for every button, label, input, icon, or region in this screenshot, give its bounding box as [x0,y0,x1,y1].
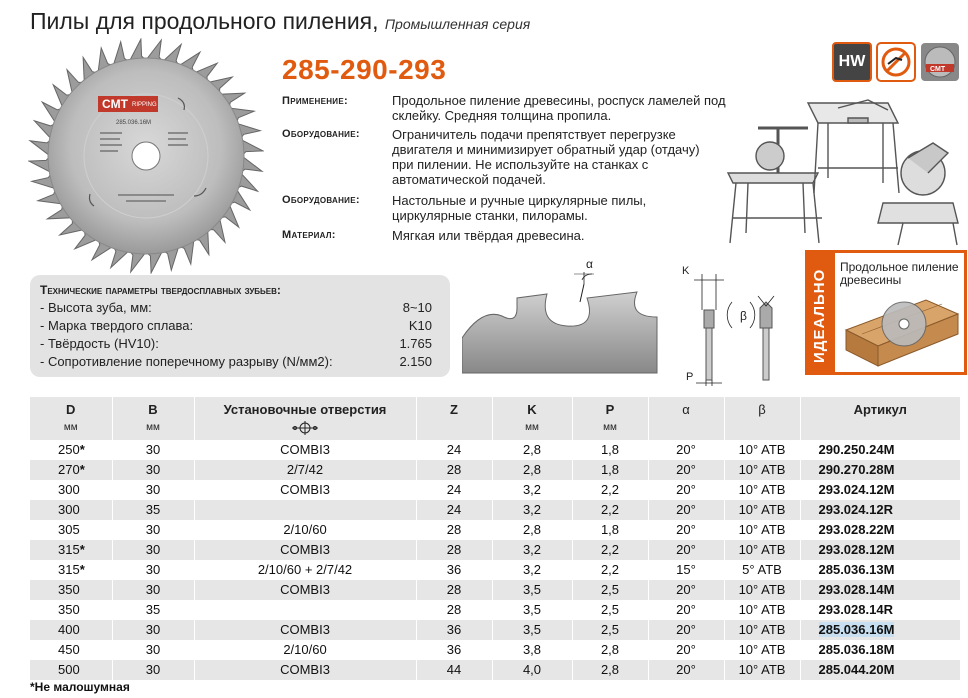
article-number: 285.036.16M [818,622,895,637]
col-unit-z [416,421,492,440]
col-unit-p: мм [572,421,648,440]
cell-b: 30 [112,560,194,580]
col-unit-alpha [648,421,724,440]
cell-z: 28 [416,540,492,560]
spec-label-material: Материал: [282,229,336,241]
cell-b: 35 [112,600,194,620]
cell-article [800,460,960,480]
cell-holes: COMBI3 [194,660,416,680]
title-sub: Промышленная серия [384,16,531,32]
col-header-holes-label: Установочные отверстия [223,402,387,417]
cell-k: 3,5 [492,580,572,600]
cell-alpha: 20° [648,540,724,560]
cell-p: 1,8 [572,520,648,540]
article-number: 285.036.18M [818,642,895,657]
cell-d [30,540,112,560]
params-label: - Твёрдость (HV10): [40,336,159,351]
cell-d [30,480,112,500]
cell-beta: 10° ATB [724,480,800,500]
cell-p: 2,5 [572,600,648,620]
col-unit-article [800,421,960,440]
cell-alpha: 20° [648,580,724,600]
product-table [30,397,960,680]
table-row [30,520,960,540]
tooth-params-box [30,275,450,377]
cell-d [30,660,112,680]
cell-beta: 10° ATB [724,440,800,460]
cell-d [30,520,112,540]
cell-d [30,620,112,640]
cell-holes [194,500,416,520]
cell-d [30,560,112,580]
article-number: 285.036.13M [818,562,895,577]
col-unit-d: мм [30,421,112,440]
k-label: K [682,265,690,277]
product-table-body [30,440,960,680]
cell-holes: COMBI3 [194,620,416,640]
cell-b: 30 [112,460,194,480]
params-row [40,335,440,353]
cell-beta: 10° ATB [724,580,800,600]
cell-p: 2,2 [572,560,648,580]
cell-beta: 10° ATB [724,600,800,620]
cell-d [30,440,112,460]
table-row [30,560,960,580]
p-label: P [686,371,694,383]
cell-p: 2,8 [572,660,648,680]
table-row [30,460,960,480]
cell-holes: 2/10/60 + 2/7/42 [194,560,416,580]
cell-d-value: 350 [58,582,80,597]
params-row [40,353,440,371]
params-row [40,299,440,317]
cell-beta: 5° ATB [724,560,800,580]
cell-article [800,640,960,660]
cell-b: 30 [112,640,194,660]
table-row [30,620,960,640]
col-header-b: B [112,397,194,421]
cell-article [800,580,960,600]
saw-blade-image [28,38,264,274]
cell-d-value: 315 [58,542,80,557]
blade-tag: RIPPING [132,102,157,108]
cell-p: 2,5 [572,580,648,600]
cell-holes [194,600,416,620]
article-number: 285.044.20M [818,662,895,677]
cell-alpha: 20° [648,520,724,540]
col-unit-beta [724,421,800,440]
cell-d [30,580,112,600]
ideal-text: Продольное пиление древесины [840,260,959,287]
cell-z: 24 [416,440,492,460]
cell-k: 3,2 [492,500,572,520]
cell-k: 2,8 [492,440,572,460]
cell-article [800,600,960,620]
hw-icon [832,42,872,82]
spec-label-equipment-2: Оборудование: [282,194,360,206]
rip-cut-illustration [842,290,962,370]
cell-z: 28 [416,580,492,600]
table-row [30,580,960,600]
cell-d-star: * [79,542,85,557]
cell-d-star: * [79,442,85,457]
params-label: - Высота зуба, мм: [40,300,152,315]
cell-z: 44 [416,660,492,680]
cell-beta: 10° ATB [724,640,800,660]
cell-b: 30 [112,520,194,540]
blade-brand: CMT [102,97,128,111]
col-unit-b: мм [112,421,194,440]
title-main: Пилы для продольного пиления, [30,8,379,34]
tooth-geometry-diagram [462,252,797,386]
table-row [30,600,960,620]
cell-z: 36 [416,620,492,640]
cell-d [30,640,112,660]
article-number: 293.024.12M [818,482,895,497]
cell-alpha: 20° [648,460,724,480]
cell-z: 36 [416,560,492,580]
params-label: - Сопротивление поперечному разрыву (N/мм2): [40,354,333,369]
cell-holes: 2/10/60 [194,520,416,540]
cell-p: 2,5 [572,620,648,640]
cell-d-value: 250 [58,442,80,457]
table-row [30,440,960,460]
col-header-alpha: α [648,397,724,421]
table-row [30,500,960,520]
cell-k: 2,8 [492,460,572,480]
cell-p: 2,2 [572,500,648,520]
col-header-beta: β [724,397,800,421]
cell-alpha: 20° [648,500,724,520]
spec-label-equipment-1: Оборудование: [282,128,360,140]
cell-z: 28 [416,520,492,540]
cell-beta: 10° ATB [724,540,800,560]
cell-b: 30 [112,540,194,560]
holes-symbol-icon [194,421,416,440]
cell-d-value: 300 [58,502,80,517]
cell-p: 2,2 [572,480,648,500]
cell-z: 28 [416,460,492,480]
params-value: K10 [408,318,432,333]
cell-b: 30 [112,620,194,640]
hw-icon-label: HW [838,53,866,70]
cell-d-value: 270 [58,462,80,477]
cell-k: 3,8 [492,640,572,660]
cell-article [800,660,960,680]
cell-holes: COMBI3 [194,540,416,560]
table-row [30,480,960,500]
no-autofeed-icon [876,42,916,82]
machines-illustration [718,88,963,248]
cell-k: 3,5 [492,620,572,640]
cell-holes: 2/7/42 [194,460,416,480]
cell-k: 3,2 [492,540,572,560]
cell-p: 1,8 [572,460,648,480]
cell-d-value: 500 [58,662,80,677]
article-number: 293.028.22M [818,522,895,537]
cell-d [30,460,112,480]
params-label: - Марка твердого сплава: [40,318,194,333]
article-number: 293.024.12R [818,502,893,517]
params-value: 8~10 [402,300,432,315]
cell-p: 1,8 [572,440,648,460]
cell-p: 2,8 [572,640,648,660]
cell-k: 3,2 [492,560,572,580]
params-value: 2.150 [399,354,432,369]
cell-b: 35 [112,500,194,520]
footnote: *Не малошумная [30,680,130,694]
col-header-p: P [572,397,648,421]
cell-k: 3,2 [492,480,572,500]
page-title [30,8,530,35]
table-row [30,540,960,560]
cell-alpha: 20° [648,660,724,680]
cell-k: 3,5 [492,600,572,620]
table-row [30,660,960,680]
cell-holes: COMBI3 [194,440,416,460]
cell-article [800,500,960,520]
col-header-holes [194,397,416,421]
cell-alpha: 20° [648,620,724,640]
cell-beta: 10° ATB [724,500,800,520]
ideal-strip [805,250,835,375]
cell-d-star: * [79,562,85,577]
cell-z: 28 [416,600,492,620]
cell-beta: 10° ATB [724,660,800,680]
cell-alpha: 15° [648,560,724,580]
cell-article [800,620,960,640]
cell-holes: COMBI3 [194,480,416,500]
cell-alpha: 20° [648,640,724,660]
cell-holes: 2/10/60 [194,640,416,660]
cell-p: 2,2 [572,540,648,560]
cell-alpha: 20° [648,480,724,500]
cell-article [800,540,960,560]
article-number: 293.028.14M [818,582,895,597]
col-header-d: D [30,397,112,421]
beta-label: β [740,309,747,323]
cell-d-value: 300 [58,482,80,497]
cell-z: 24 [416,500,492,520]
cell-beta: 10° ATB [724,460,800,480]
spec-value-application: Продольное пиление древесины, роспуск ламелей под склейку. Средняя толщина пропила. [392,93,726,123]
cell-d-value: 350 [58,602,80,617]
ideal-word: ИДЕАЛЬНО [811,268,828,363]
cell-z: 36 [416,640,492,660]
cell-d-star: * [79,462,85,477]
cell-b: 30 [112,580,194,600]
cell-alpha: 20° [648,600,724,620]
params-title: Технические параметры твердосплавных зубьев: [40,283,281,297]
cell-beta: 10° ATB [724,520,800,540]
spec-value-equipment-2: Настольные и ручные циркулярные пилы, циркулярные станки, пилорамы. [392,193,647,223]
table-row [30,640,960,660]
cell-article [800,560,960,580]
spec-label-application: Применение: [282,95,348,107]
col-header-z: Z [416,397,492,421]
cell-b: 30 [112,660,194,680]
cell-b: 30 [112,440,194,460]
blade-code: 285.036.16M [116,120,152,126]
article-number: 293.028.14R [818,602,893,617]
cell-d [30,500,112,520]
cell-beta: 10° ATB [724,620,800,640]
cell-article [800,520,960,540]
col-unit-k: мм [492,421,572,440]
alpha-label: α [586,257,593,271]
article-number: 290.270.28M [818,462,895,477]
article-number: 290.250.24M [818,442,895,457]
article-number: 293.028.12M [818,542,895,557]
cell-alpha: 20° [648,440,724,460]
params-value: 1.765 [399,336,432,351]
cell-article [800,440,960,460]
cell-d-value: 305 [58,522,80,537]
cell-k: 2,8 [492,520,572,540]
cmt-icon-label: CMT [930,66,946,73]
cmt-blade-icon [920,42,960,82]
params-row [40,317,440,335]
spec-value-material: Мягкая или твёрдая древесина. [392,228,585,243]
cell-k: 4,0 [492,660,572,680]
col-header-article: Артикул [800,397,960,421]
cell-b: 30 [112,480,194,500]
cell-holes: COMBI3 [194,580,416,600]
cell-d [30,600,112,620]
cell-d-value: 400 [58,622,80,637]
model-code: 285-290-293 [282,54,447,85]
cell-z: 24 [416,480,492,500]
col-header-k: K [492,397,572,421]
spec-value-equipment-1: Ограничитель подачи препятствует перегрузке двигателя и минимизирует обратный удар (отдачу) при пилении. Не используйте на станках с автоматической подачей. [392,127,700,187]
cell-d-value: 315 [58,562,80,577]
cell-d-value: 450 [58,642,80,657]
cell-article [800,480,960,500]
